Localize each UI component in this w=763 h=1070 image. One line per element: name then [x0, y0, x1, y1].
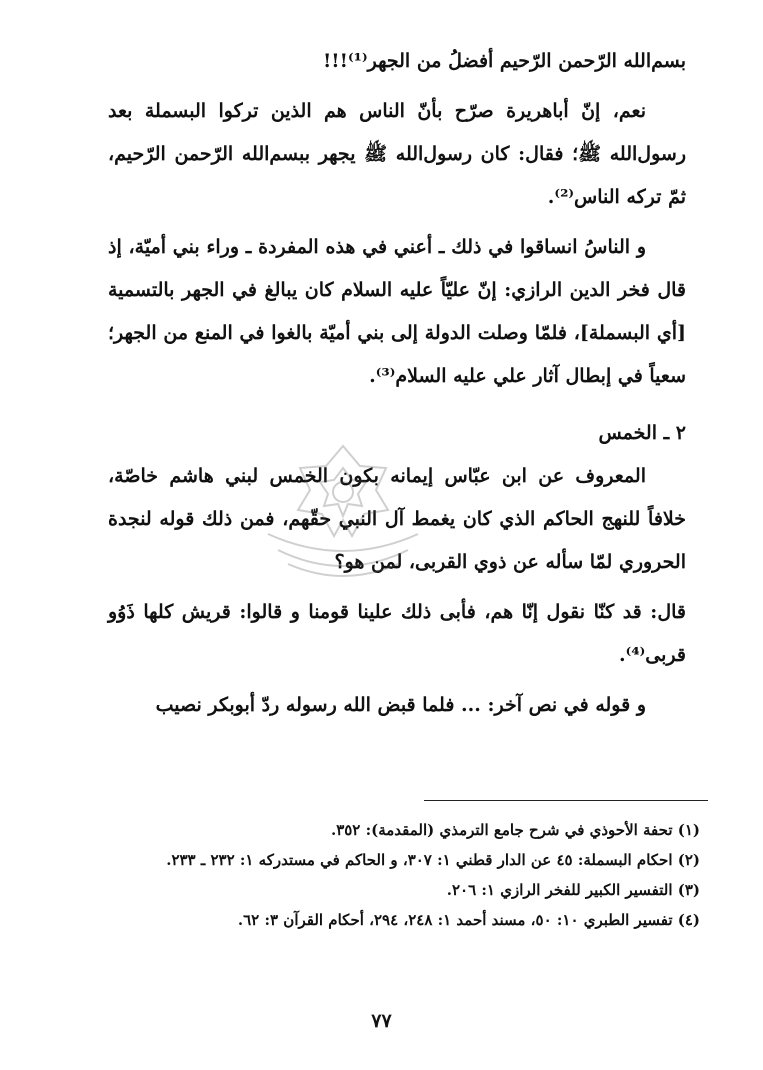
- footnote-item: (٤) تفسير الطبري ١٠: ٥٠، مسند أحمد ١: ٢٤٨، ٢٩٤، أحكام القرآن ٣: ٦٢.: [237, 911, 700, 929]
- section-heading-khums: ٢ ـ الخمس: [598, 422, 686, 444]
- footnote-item: (٢) احكام البسملة: ٤٥ عن الدار قطني ١: ٣٠٧، و الحاكم في مستدركه ١: ٢٣٢ ـ ٢٣٣.: [166, 851, 700, 869]
- footnotes: [108, 815, 700, 935]
- paragraph-ibn-abbas: المعروف عن ابن عبّاس إيمانه بكون الخمس لبني هاشم خاصّة، خلافاً للنهج الحاكم الذي كان يغمط آل النبي حقّهم، فمن ذلك قوله لنجدة الحروري لمّا سأله عن ذوي القربى، لمن هو؟: [108, 465, 686, 573]
- paragraph-abubakr: و قوله في نص آخر: ... فلما قبض الله رسوله ردّ أبوبكر نصيب: [155, 694, 646, 716]
- page-number: ٧٧: [371, 1010, 392, 1032]
- seal-watermark-icon: [248, 438, 438, 588]
- paragraph-basmala-line: بسم‌الله الرّحمن الرّحيم أفضلُ من الجهر⁽¹⁾!!!: [322, 50, 686, 72]
- paragraph-umayyads: و الناسُ انساقوا في ذلك ـ أعني في هذه المفردة ـ وراء بني أميّة، إذ قال فخر الدين الرازي: إنّ عليّاً عليه السلام كان يبالغ في الجهر بالتسمية [أي البسملة]، فلمّا وصلت الدولة إلى بني أميّة بالغوا في المنع من الجهر؛ سعياً في إبطال آثار علي عليه السلام⁽³⁾.: [108, 236, 686, 387]
- paragraph-abu-hurayra: نعم، إنّ أباهريرة صرّح بأنّ الناس هم الذين تركوا البسملة بعد رسول‌الله ﷺ؛ فقال: كان رسول‌الله ﷺ يجهر ببسم‌الله الرّحمن الرّحيم، ثمّ تركه الناس⁽²⁾.: [108, 100, 686, 208]
- paragraph-quraysh: قال: قد كنّا نقول إنّا هم، فأبى ذلك علينا قومنا و قالوا: قريش كلها ذَوُو قربى⁽⁴⁾.: [108, 601, 686, 666]
- footnote-item: (١) تحفة الأحوذي في شرح جامع الترمذي (المقدمة): ٣٥٢.: [330, 821, 700, 839]
- footnote-divider: [424, 800, 708, 801]
- footnote-item: (٣) التفسير الكبير للفخر الرازي ١: ٢٠٦.: [446, 881, 700, 899]
- main-text: [108, 40, 686, 727]
